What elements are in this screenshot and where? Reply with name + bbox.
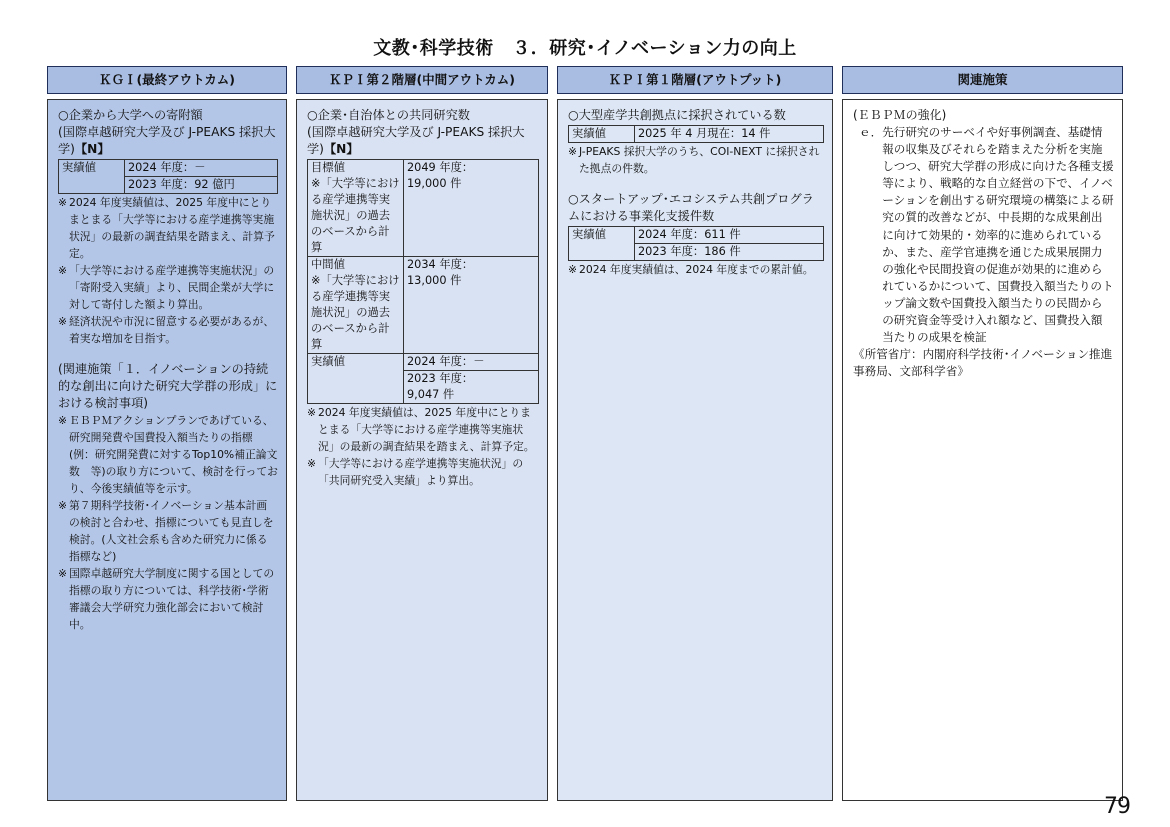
kpi1-column [557, 99, 833, 801]
kgi-label: 実績値 [59, 160, 125, 194]
kpi1-item1-label: 実績値 [569, 126, 635, 143]
header-kpi-level2: ＫＰＩ第２階層(中間アウトカム) [296, 66, 548, 94]
kpi2-note: ※ 「大学等における産学連携等実施状況」の「共同研究受入実績」より算出。 [307, 457, 524, 487]
kpi2-actual-2024: 2024 年度：－ [404, 354, 539, 371]
kgi-related-heading: (関連施策「１．イノベーションの持続的な創出に向けた研究大学群の形成」における検討事項) [58, 362, 278, 410]
kpi1-item2-label: 実績値 [569, 227, 635, 261]
kpi2-target-value: 2049 年度： 19,000 件 [404, 160, 539, 257]
kgi-subtitle: (国際卓越研究大学及び J-PEAKS 採択大学)【N】 [58, 125, 276, 156]
kpi2-interim-value: 2034 年度： 13,000 件 [404, 257, 539, 354]
kpi2-interim-label: 中間値 ※「大学等における産学連携等実施状況」の過去のベースから計算 [308, 257, 404, 354]
kpi2-title: ○企業･自治体との共同研究数 [307, 108, 470, 122]
policies-heading: (ＥＢＰＭの強化) [853, 108, 947, 122]
header-kpi-level1: ＫＰＩ第１階層(アウトプット) [557, 66, 833, 94]
kpi2-tag: 【N】 [323, 142, 359, 156]
kpi2-actual-label: 実績値 [308, 354, 404, 404]
kgi-note: ※ 経済状況や市況に留意する必要があるが、着実な増加を目指す。 [58, 315, 275, 345]
header-kgi: ＫＧＩ(最終アウトカム) [47, 66, 287, 94]
kgi-value-table [58, 159, 278, 194]
kpi2-actual-2023: 2023 年度： 9,047 件 [404, 371, 539, 404]
kpi2-target-label: 目標値 ※「大学等における産学連携等実施状況」の過去のベースから計算 [308, 160, 404, 257]
kpi1-item1-title: ○大型産学共創拠点に採択されている数 [568, 108, 786, 122]
kpi2-value-table [307, 159, 539, 404]
kpi1-item2-value-2024: 2024 年度：611 件 [635, 227, 824, 244]
kpi2-note: ※ 2024 年度実績値は、2025 年度中にとりまとまる「大学等における産学連携等実施状況」の最新の調査結果を踏まえ、計算予定。 [307, 406, 535, 453]
kpi1-item2-note: ※ 2024 年度実績値は、2024 年度までの累計値。 [568, 263, 814, 276]
policies-item-e [853, 124, 1114, 346]
kgi-value-2023: 2023 年度：92 億円 [125, 177, 278, 194]
kgi-tag: 【N】 [74, 142, 110, 156]
kgi-note: ※ 「大学等における産学連携等実施状況」の「寄附受入実績」より、民間企業が大学に対して寄付した額より算出。 [58, 264, 275, 311]
kpi1-item1-value: 2025 年 4 月現在：14 件 [635, 126, 824, 143]
kgi-note: ※ 国際卓越研究大学制度に関する国としての指標の取り方については、科学技術･学術審議会大学研究力強化部会において検討中。 [58, 567, 275, 631]
kpi1-item1-table [568, 125, 824, 143]
kgi-title: ○企業から大学への寄附額 [58, 108, 203, 122]
page-number: 79 [1104, 794, 1130, 819]
kgi-value-2024: 2024 年度：－ [125, 160, 278, 177]
kpi2-column [296, 99, 548, 801]
kgi-note: ※ ＥＢＰＭアクションプランであげている、研究開発費や国費投入額当たりの指標(例：研究開発費に対するTop10%補正論文数 等)の取り方について、検討を行っており、今後実績値等を示す。 [58, 414, 278, 495]
policies-item-mark: ｅ． [859, 125, 883, 139]
kgi-column [47, 99, 287, 801]
policies-item-text: 先行研究のサーベイや好事例調査、基礎情報の収集及びそれらを踏まえた分析を実施しつつ、研究大学群の形成に向けた各種支援等により、戦略的な自立経営の下で、イノベーションを創出する研究環境の構築による研究の質的改善などが、中長期的な成果創出に向けて効果的・効率的に進められているか、また、産学官連携を通じた成果展開力の強化や民間投資の促進が効果的に進められているかについて、国費投入額当たりのトップ論文数や国費投入額当たりの民間からの研究資金等受け入れ額など、国費投入額当たりの成果を検証 [882, 125, 1114, 345]
kpi2-subtitle: (国際卓越研究大学及び J-PEAKS 採択大学)【N】 [307, 125, 525, 156]
kpi1-item2-title: ○スタートアップ･エコシステム共創プログラムにおける事業化支援件数 [568, 192, 814, 223]
kpi1-item2-table [568, 226, 824, 261]
kgi-note: ※ 2024 年度実績値は、2025 年度中にとりまとまる「大学等における産学連携等実施状況」の最新の調査結果を踏まえ、計算予定。 [58, 196, 275, 260]
page-title: 文教･科学技術 ３．研究･イノベーション力の向上 [373, 38, 797, 59]
kpi1-item2-value-2023: 2023 年度：186 件 [635, 244, 824, 261]
header-related-policies: 関連施策 [842, 66, 1123, 94]
kgi-note: ※ 第７期科学技術･イノベーション基本計画の検討と合わせ、指標についても見直しを検討。(人文社会系も含めた研究力に係る指標など) [58, 499, 274, 563]
policies-ministry: 《所管省庁：内閣府科学技術･イノベーション推進事務局、文部科学省》 [853, 347, 1113, 379]
kpi1-item1-note: ※ J-PEAKS 採択大学のうち、COI-NEXT に採択された拠点の件数。 [568, 145, 820, 175]
policies-column [842, 99, 1123, 801]
